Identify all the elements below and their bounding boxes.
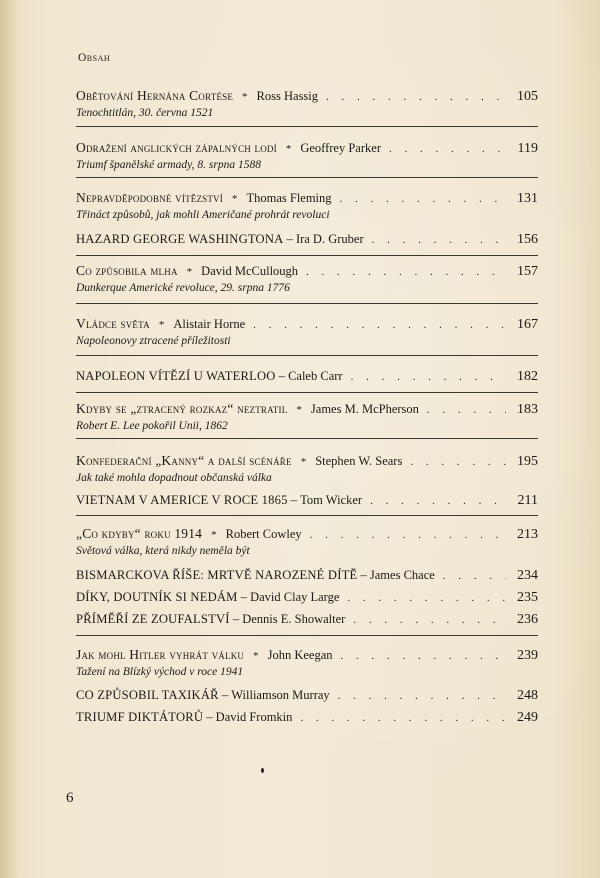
chapter-title: Kdyby se „ztracený rozkaz“ neztratil (76, 401, 288, 416)
chapter-author: Williamson Murray (231, 688, 330, 702)
chapter-title: TRIUMF DIKTÁTORŮ (76, 710, 204, 724)
toc-entry (76, 190, 538, 225)
toc-entry (76, 401, 538, 436)
page-folio: 6 (66, 790, 74, 806)
page-number: 249 (517, 710, 538, 725)
toc-entry (76, 526, 538, 561)
page-edge-shadow (0, 0, 18, 878)
separator-rule (76, 177, 538, 178)
toc-entry (76, 88, 538, 123)
toc-entry (76, 263, 538, 298)
dash-separator: – (360, 567, 367, 582)
chapter-author: Alistair Horne (173, 317, 246, 331)
dot-leader (300, 712, 506, 724)
dash-separator: – (286, 231, 293, 246)
bullet-separator: * (211, 529, 217, 541)
chapter-author: John Keegan (267, 648, 333, 662)
chapter-author: David McCullough (201, 264, 299, 278)
page-number: 183 (517, 402, 538, 417)
dash-separator: – (290, 492, 298, 507)
chapter-subtitle: Napoleonovy ztracené příležitosti (76, 335, 231, 347)
toc-entry (76, 687, 538, 705)
chapter-title: NAPOLEON VÍTĚZÍ U WATERLOO (76, 369, 276, 383)
dot-leader (347, 592, 506, 604)
bullet-separator: * (253, 650, 259, 662)
chapter-author: Tom Wicker (300, 493, 363, 507)
toc-entry (76, 140, 538, 175)
page-number: 235 (517, 590, 538, 605)
toc-entry (76, 567, 538, 585)
bullet-separator: * (231, 193, 238, 205)
toc-entry (76, 492, 538, 510)
page-number: 182 (517, 369, 538, 384)
dot-leader (340, 193, 506, 205)
page-number: 236 (517, 612, 538, 627)
toc-entry (76, 316, 538, 351)
page-number: 156 (517, 232, 538, 247)
bullet-separator: * (158, 319, 165, 331)
page-number: 239 (517, 648, 538, 663)
bullet-separator: * (242, 91, 248, 103)
chapter-author: Ross Hassig (256, 89, 319, 103)
chapter-subtitle: Jak také mohla dopadnout občanská válka (76, 472, 272, 484)
chapter-title: DÍKY, DOUTNÍK SI NEDÁM (76, 590, 238, 604)
toc-entry (76, 368, 538, 386)
chapter-author: David Fromkin (215, 710, 293, 724)
dot-leader (310, 529, 506, 541)
chapter-subtitle: Robert E. Lee pokořil Unii, 1862 (76, 420, 228, 432)
chapter-title: HAZARD GEORGE WASHINGTONA (76, 232, 284, 246)
chapter-title: VIETNAM V AMERICE V ROCE 1865 (76, 493, 288, 507)
page-number: 195 (517, 454, 538, 469)
dash-separator: – (232, 611, 240, 626)
chapter-title: Vládce světa (76, 316, 150, 331)
dot-leader (326, 91, 506, 103)
dot-leader (338, 690, 506, 702)
separator-rule (76, 303, 538, 304)
dot-leader (306, 266, 506, 278)
chapter-subtitle: Tenochtitlán, 30. června 1521 (76, 107, 214, 119)
page-number: 131 (517, 191, 538, 206)
dot-leader (253, 319, 506, 331)
chapter-subtitle: Třináct způsobů, jak mohli Američané prohrát revoluci (76, 209, 330, 221)
chapter-title: Jak mohl Hitler vyhrát válku (76, 647, 245, 662)
bullet-separator: * (285, 143, 292, 155)
bullet-separator: * (296, 404, 302, 416)
separator-rule (76, 355, 538, 356)
chapter-subtitle: Tažení na Blízký východ v roce 1941 (76, 666, 244, 678)
page-number: 167 (517, 317, 538, 332)
chapter-author: Caleb Carr (288, 369, 343, 383)
page-number: 119 (517, 141, 538, 156)
chapter-author: Ira D. Gruber (295, 232, 364, 246)
dot-leader (341, 650, 506, 662)
separator-rule (76, 392, 538, 393)
page-number: 248 (517, 688, 538, 703)
toc-entry (76, 647, 538, 682)
chapter-title: CO ZPŮSOBIL TAXIKÁŘ (76, 688, 219, 702)
toc-entry (76, 453, 538, 488)
chapter-author: Stephen W. Sears (315, 454, 403, 468)
page-number: 213 (517, 527, 538, 542)
bullet-separator: * (186, 266, 193, 278)
chapter-title: Obětování Hernána Cortése (76, 88, 234, 103)
dash-separator: – (206, 709, 213, 724)
chapter-subtitle: Triumf španělské armady, 8. srpna 1588 (76, 159, 261, 171)
dot-leader (410, 456, 506, 468)
toc-entry (76, 611, 538, 629)
dot-leader (443, 570, 506, 582)
chapter-author: David Clay Large (250, 590, 340, 604)
chapter-title: PŘÍMĚŘÍ ZE ZOUFALSTVÍ (76, 612, 230, 626)
chapter-title: BISMARCKOVA ŘÍŠE: MRTVĚ NAROZENÉ DÍTĚ (76, 568, 358, 582)
ink-speck (261, 768, 264, 773)
page-number: 234 (517, 568, 538, 583)
running-header: Obsah (78, 52, 111, 64)
chapter-title: Nepravděpodobné vítězství (76, 190, 223, 205)
chapter-author: James M. McPherson (310, 402, 419, 416)
dash-separator: – (240, 589, 248, 604)
chapter-subtitle: Dunkerque Americké revoluce, 29. srpna 1776 (76, 282, 290, 294)
dash-separator: – (278, 368, 286, 383)
toc-entry (76, 589, 538, 607)
toc-entry (76, 231, 538, 249)
page-number: 105 (517, 89, 538, 104)
chapter-author: Robert Cowley (225, 527, 302, 541)
chapter-title: Co způsobila mlha (76, 263, 178, 278)
dot-leader (372, 234, 506, 246)
dot-leader (351, 371, 506, 383)
chapter-author: Dennis E. Showalter (242, 612, 346, 626)
separator-rule (76, 515, 538, 516)
separator-rule (76, 635, 538, 636)
chapter-author: Geoffrey Parker (300, 141, 381, 155)
bullet-separator: * (300, 456, 307, 468)
dot-leader (427, 404, 506, 416)
toc-entry (76, 709, 538, 727)
chapter-title: Odražení anglických zápalných lodí (76, 140, 277, 155)
dot-leader (370, 495, 506, 507)
dash-separator: – (221, 687, 229, 702)
separator-rule (76, 126, 538, 127)
separator-rule (76, 255, 538, 256)
chapter-subtitle: Světová válka, která nikdy neměla být (76, 545, 250, 557)
dot-leader (389, 143, 506, 155)
chapter-title: „Co kdyby“ roku 1914 (76, 526, 203, 541)
dot-leader (353, 614, 506, 626)
page-number: 157 (517, 264, 538, 279)
page-number: 211 (517, 493, 538, 508)
chapter-author: Thomas Fleming (246, 191, 332, 205)
chapter-title: Konfederační „Kanny“ a další scénáře (76, 453, 292, 468)
separator-rule (76, 438, 538, 439)
chapter-author: James Chace (369, 568, 435, 582)
